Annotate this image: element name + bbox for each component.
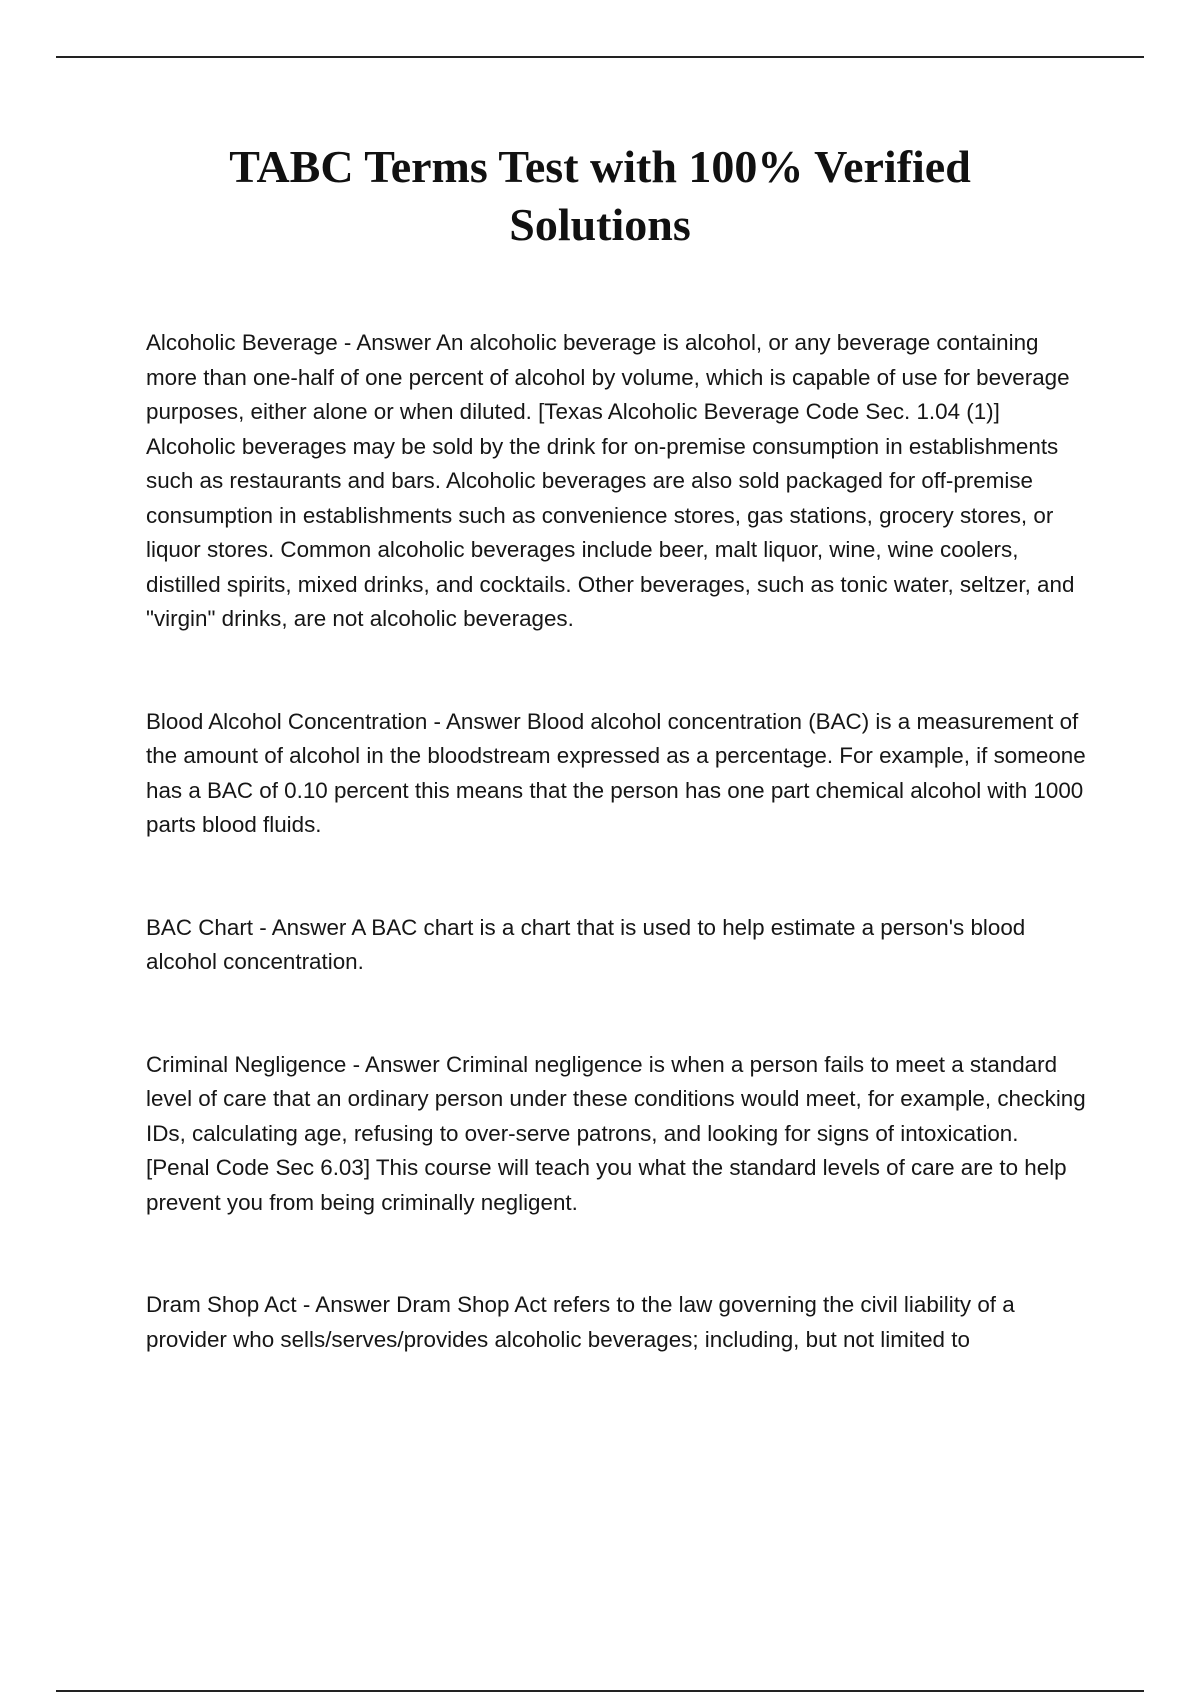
entry-term: Alcoholic Beverage <box>146 330 338 355</box>
entry-dram-shop-act: Dram Shop Act - Answer Dram Shop Act refers to the law governing the civil liability of a provider who sells/serves/provides alcoholic beverages; including, but not limited to <box>146 1292 1015 1352</box>
answer-label: Answer <box>365 1051 440 1077</box>
entry-term: Blood Alcohol Concentration <box>146 708 428 734</box>
entry-bac-chart: BAC Chart - Answer A BAC chart is a chart that is used to help estimate a person's blood alcohol concentration. <box>146 914 1026 974</box>
document-title: TABC Terms Test with 100% Verified Solutions <box>229 141 971 250</box>
entry-term: BAC Chart <box>146 914 254 940</box>
answer-label: Answer <box>446 708 521 734</box>
entry-definition: An alcoholic beverage is alcohol, or any beverage containing more than one-half of one percent of alcohol by volume, which is capable of use for beverage purposes, either alone or when diluted. [Texas Alcoholic Beverage Code Sec. 1.04 (1)] Alcoholic beverages may be sold by the drink for on-premise consumption in establishments such as restaurants and bars. Alcoholic beverages are also sold packaged for off-premise consumption in establishments such as convenience stores, gas stations, grocery stores, or liquor stores. Common alcoholic beverages include beer, malt liquor, wine, wine coolers, distilled spirits, mixed drinks, and cocktails. Other beverages, such as tonic water, seltzer, and "virgin" drinks, are not alcoholic beverages. <box>146 330 1075 631</box>
entry-definition: A BAC chart is a chart that is used to help estimate a person's blood alcohol concentration. <box>146 914 1026 974</box>
entry-definition: Dram Shop Act refers to the law governing the civil liability of a provider who sells/serves/provides alcoholic beverages; including, but not limited to <box>146 1292 1015 1352</box>
header-rule <box>56 56 1144 58</box>
entry-definition: Blood alcohol concentration (BAC) is a measurement of the amount of alcohol in the bloodstream expressed as a percentage. For example, if someone has a BAC of 0.10 percent this means that the person has one part chemical alcohol with 1000 parts blood fluids. <box>146 708 1086 837</box>
answer-label: Answer <box>356 330 432 355</box>
entry-alcoholic-beverage: Alcoholic Beverage - Answer An alcoholic beverage is alcohol, or any beverage containing more than one-half of one percent of alcohol by volume, which is capable of use for beverage purposes, either alone or when diluted. [Texas Alcoholic Beverage Code Sec. 1.04 (1)] Alcoholic beverages may be sold by the drink for on-premise consumption in establishments such as restaurants and bars. Alcoholic beverages are also sold packaged for off-premise consumption in establishments such as convenience stores, gas stations, grocery stores, or liquor stores. Common alcoholic beverages include beer, malt liquor, wine, wine coolers, distilled spirits, mixed drinks, and cocktails. Other beverages, such as tonic water, seltzer, and "virgin" drinks, are not alcoholic beverages. <box>146 330 1075 631</box>
document-body <box>146 326 1086 1425</box>
footer-rule <box>56 1690 1144 1692</box>
entry-term: Criminal Negligence <box>146 1051 347 1077</box>
answer-label: Answer <box>271 914 347 940</box>
entry-definition: Criminal negligence is when a person fails to meet a standard level of care that an ordinary person under these conditions would meet, for example, checking IDs, calculating age, refusing to over-serve patrons, and looking for signs of intoxication. [Penal Code Sec 6.03] This course will teach you what the standard levels of care are to help prevent you from being criminally negligent. <box>146 1051 1086 1215</box>
entry-blood-alcohol-concentration: Blood Alcohol Concentration - Answer Blood alcohol concentration (BAC) is a measurement of the amount of alcohol in the bloodstream expressed as a percentage. For example, if someone has a BAC of 0.10 percent this means that the person has one part chemical alcohol with 1000 parts blood fluids. <box>146 708 1086 837</box>
answer-label: Answer <box>315 1292 390 1317</box>
entry-term: Dram Shop Act <box>146 1292 297 1317</box>
entry-criminal-negligence: Criminal Negligence - Answer Criminal negligence is when a person fails to meet a standard level of care that an ordinary person under these conditions would meet, for example, checking IDs, calculating age, refusing to over-serve patrons, and looking for signs of intoxication. [Penal Code Sec 6.03] This course will teach you what the standard levels of care are to help prevent you from being criminally negligent. <box>146 1051 1086 1215</box>
